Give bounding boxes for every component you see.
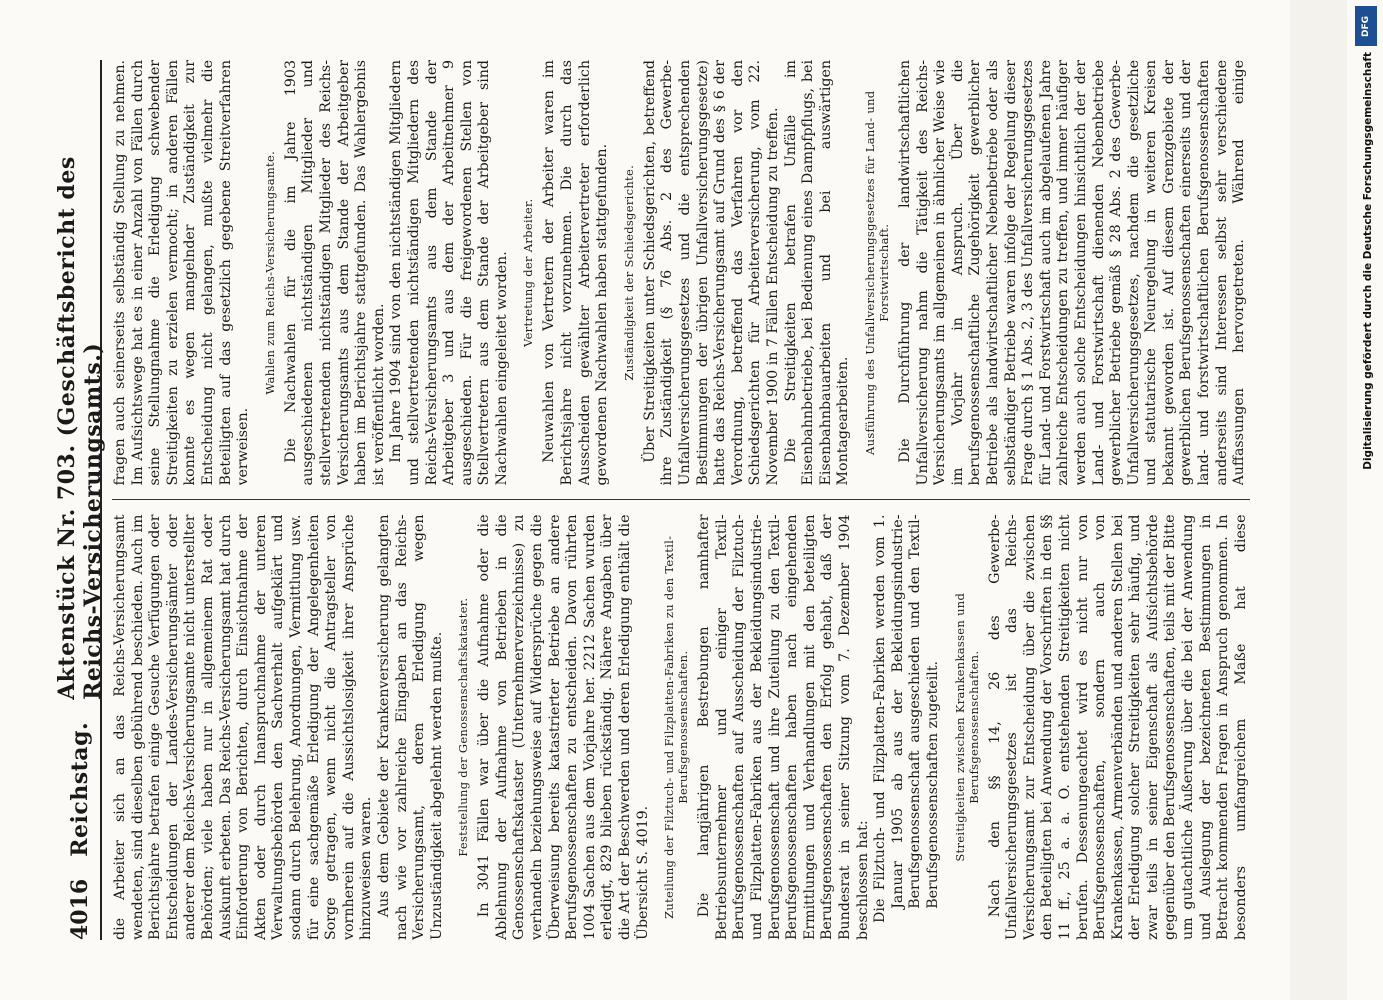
- page-number: 4016: [67, 878, 93, 940]
- left-heading-1: Feststellung der Genossenschaftskataster.: [456, 597, 471, 857]
- parliament-name: Reichstag.: [67, 721, 93, 857]
- dfg-credit-text: Digitalisierung gefördert durch die Deutsche Forschungsgemeinschaft: [1362, 52, 1374, 470]
- right-heading-4: Ausführung des Unfallversicherungsgesetzes für Land- und Forstwirtschaft.: [862, 90, 891, 455]
- right-paragraph-6: Die Streitigkeiten betrafen Unfälle im Eisenbahnbetriebe, bei Bedienung eines Dampfpflugs, bei Eisenbahnbauarbeiten und bei auswärtigen Montagearbeiten.: [782, 60, 852, 486]
- column-divider: [112, 500, 1250, 501]
- right-paragraph-1: fragen auch seinerseits selbständig Stellung zu nehmen. Im Aufsichtswege hat es in einer Anzahl von Fällen durch seine Stellungnahme die Erledigung schwebender Streitigkeiten zu erzielen vermocht; in anderen Fällen konnte es wegen mangelnder Zuständigkeit zur Entscheidung nicht gelangen, mußte vielmehr die Beteiligten auf das gesetzlich gegebene Streitverfahren verweisen.: [112, 60, 252, 486]
- page-header: [54, 60, 106, 940]
- dfg-logo-icon: DFG: [1355, 6, 1377, 46]
- dfg-credit-strip: [1347, 0, 1383, 1000]
- left-paragraph-4: Die langjährigen Bestrebungen namhafter Betriebsunternehmer und einiger Textil-Berufsgenossenschaften auf Ausscheidung der Filztuch- und Filzplatten-Fabriken aus der Bekleidungsindustrie-Berufsgenossenschaft und ihre Zuteilung zu den Textil-Berufsgenossenschaften haben nach eingehenden Ermittlungen und Verhandlungen mit den beteiligten Berufsgenossenschaften den Erfolg gehabt, daß der Bundesrat in seiner Sitzung vom 7. Dezember 1904 beschlossen hat:: [696, 514, 871, 940]
- right-paragraph-4: Neuwahlen von Vertretern der Arbeiter waren im Berichtsjahre nicht vorzunehmen. Die durch das Ausscheiden gewählter Arbeitervertreter erforderlich gewordenen Nachwahlen haben stattgefunden.: [541, 60, 611, 486]
- left-heading-2: Zuteilung der Filztuch- und Filzplatten-Fabriken zu den Textil-Berufsgenossenschaften.: [662, 535, 691, 919]
- left-paragraph-2: Aus dem Gebiete der Krankenversicherung gelangten nach wie vor zahlreiche Eingaben an das Reichs-Versicherungsamt, deren Erledigung wegen Unzuständigkeit abgelehnt werden mußte.: [375, 514, 445, 940]
- left-paragraph-6: Nach den §§ 14, 26 des Gewerbe-Unfallversicherungsgesetzes ist das Reichs-Versicherungsamt zur Entscheidung über die zwischen den Beteiligten bei Anwendung der Vorschriften in den §§ 11 ff., 25 a. a. O. entstehenden Streitigkeiten nicht berufen. Dessenungeachtet wird es nicht nur von Berufsgenossenschaften, sondern auch von Krankenkassen, Armenverbänden und anderen Stellen bei der Erledigung solcher Streitigkeiten sehr häufig, und zwar teils in seiner Eigenschaft als Aufsichtsbehörde gegenüber den Berufsgenossenschaften, teils mit der Bitte um gutachtliche Äußerung über die bei der Anwendung und Auslegung der bezeichneten Bestimmungen in Betracht kommenden Fragen in Anspruch genommen. In besonders umfangreichem Maße hat diese: [986, 514, 1249, 940]
- right-heading-1: Wahlen zum Reichs-Versicherungsamte.: [262, 150, 277, 395]
- right-paragraph-2: Die Nachwahlen für die im Jahre 1903 ausgeschiedenen nichtständigen Mitglieder und stellvertretenden nichtständigen Mitglieder des Reichs-Versicherungsamts aus dem Stande der Arbeitgeber haben im Berichtsjahre stattgefunden. Das Wahlergebnis ist veröffentlicht worden.: [282, 60, 387, 486]
- right-paragraph-3: Im Jahre 1904 sind von den nichtständigen Mitgliedern und stellvertretenden nichtständigen Mitgliedern des Reichs-Versicherungsamts aus dem Stande der Arbeitgeber 3 und aus dem der Arbeitnehmer 9 ausgeschieden. Für die freigewordenen Stellen von Stellvertretern aus dem Stande der Arbeitgeber sind Nachwahlen eingeleitet worden.: [388, 60, 510, 486]
- left-column: [112, 515, 1250, 941]
- text-columns: [112, 60, 1250, 940]
- right-heading-3: Zuständigkeit der Schiedsgerichte.: [621, 164, 636, 381]
- left-paragraph-5: Die Filztuch- und Filzplatten-Fabriken werden vom 1. Januar 1905 ab aus der Bekleidungsindustrie-Berufsgenossenschaft ausgeschieden und den Textil-Berufsgenossenschaften zugeteilt.: [872, 514, 941, 923]
- right-paragraph-7: Die Durchführung der landwirtschaftlichen Unfallversicherung nahm die Tätigkeit des Reichs-Versicherungsamts im allgemeinen in ähnlicher Weise wie im Vorjahr in Anspruch. Über die berufsgenossenschaftliche Zugehörigkeit gewerblicher Betriebe als landwirtschaftlicher Nebenbetriebe oder als selbständiger Betriebe waren infolge der Regelung dieser Frage durch § 1 Abs. 2, 3 des Unfallversicherungsgesetzes für Land- und Forstwirtschaft auch im abgelaufenen Jahre zahlreiche Entscheidungen zu treffen, und immer häufiger werden auch solche Entscheidungen hinsichtlich der der Land- und Forstwirtschaft dienenden Nebenbetriebe gewerblicher Betriebe gemäß § 28 Abs. 2 des Gewerbe-Unfallversicherungsgesetzes, nachdem die gesetzliche und statutarische Neuregelung in weiteren Kreisen bekannt geworden ist. Auf diesem Grenzgebiete der gewerblichen Berufsgenossenschaften einerseits und der land- und forstwirtschaftlichen Berufsgenossenschaften anderseits sind Interessen selbst sehr verschiedene Auffassungen hervorgetreten. Während einige: [896, 60, 1248, 486]
- right-paragraph-5: Über Streitigkeiten unter Schiedsgerichten, betreffend ihre Zuständigkeit (§ 76 Abs. 2 des Gewerbe-Unfallversicherungsgesetzes und die entsprechenden Bestimmungen der übrigen Unfallversicherungsgesetze) hatte das Reichs-Versicherungsamt auf Grund des § 6 der Verordnung, betreffend das Verfahren vor den Schiedsgerichten für Arbeiterversicherung, vom 22. November 1900 in 7 Fällen Entscheidung zu treffen.: [641, 60, 781, 486]
- left-heading-3: Streitigkeiten zwischen Krankenkassen und Berufsgenossenschaften.: [952, 592, 981, 862]
- right-heading-2: Vertretung der Arbeiter.: [521, 198, 536, 347]
- document-title: Aktenstück Nr. 703. (Geschäftsbericht des Reichs-Versicherungsamts.): [54, 156, 106, 700]
- left-paragraph-1: die Arbeiter sich an das Reichs-Versicherungsamt wendeten, sind dieselben gebührend beschieden. Auch im Berichtsjahre betrafen einige Gesuche Verfügungen oder Entscheidungen der Landes-Versicherungsämter oder anderer dem Reichs-Versicherungsamte nicht unterstellter Behörden; viele haben nur in allgemeinem Rat oder Auskunft erbeten. Das Reichs-Versicherungsamt hat durch Einforderung von Berichten, durch Einsichtnahme der Akten oder durch Inanspruchnahme der unteren Verwaltungsbehörden den Sachverhalt aufgeklärt und sodann durch Belehrung, Anordnungen, Vermittlung usw. für eine sachgemäße Erledigung der Angelegenheiten Sorge getragen, wenn nicht die Antragsteller von vornherein auf die Aussichtslosigkeit ihrer Ansprüche hinzuweisen waren.: [112, 514, 375, 940]
- left-paragraph-3: In 3041 Fällen war über die Aufnahme oder die Ablehnung der Aufnahme von Betrieben in die Genossenschaftskataster (Unternehmerverzeichnisse) zu verhandeln beziehungsweise auf Widersprüche gegen die Überweisung bereits katastrierter Betriebe an andere Berufsgenossenschaften zu entscheiden. Davon rührten 1004 Sachen aus dem Vorjahre her. 2212 Sachen wurden erledigt, 829 blieben rückständig. Nähere Angaben über die Art der Beschwerden und deren Erledigung enthält die Übersicht S. 4019.: [476, 514, 651, 940]
- right-column: [112, 60, 1250, 486]
